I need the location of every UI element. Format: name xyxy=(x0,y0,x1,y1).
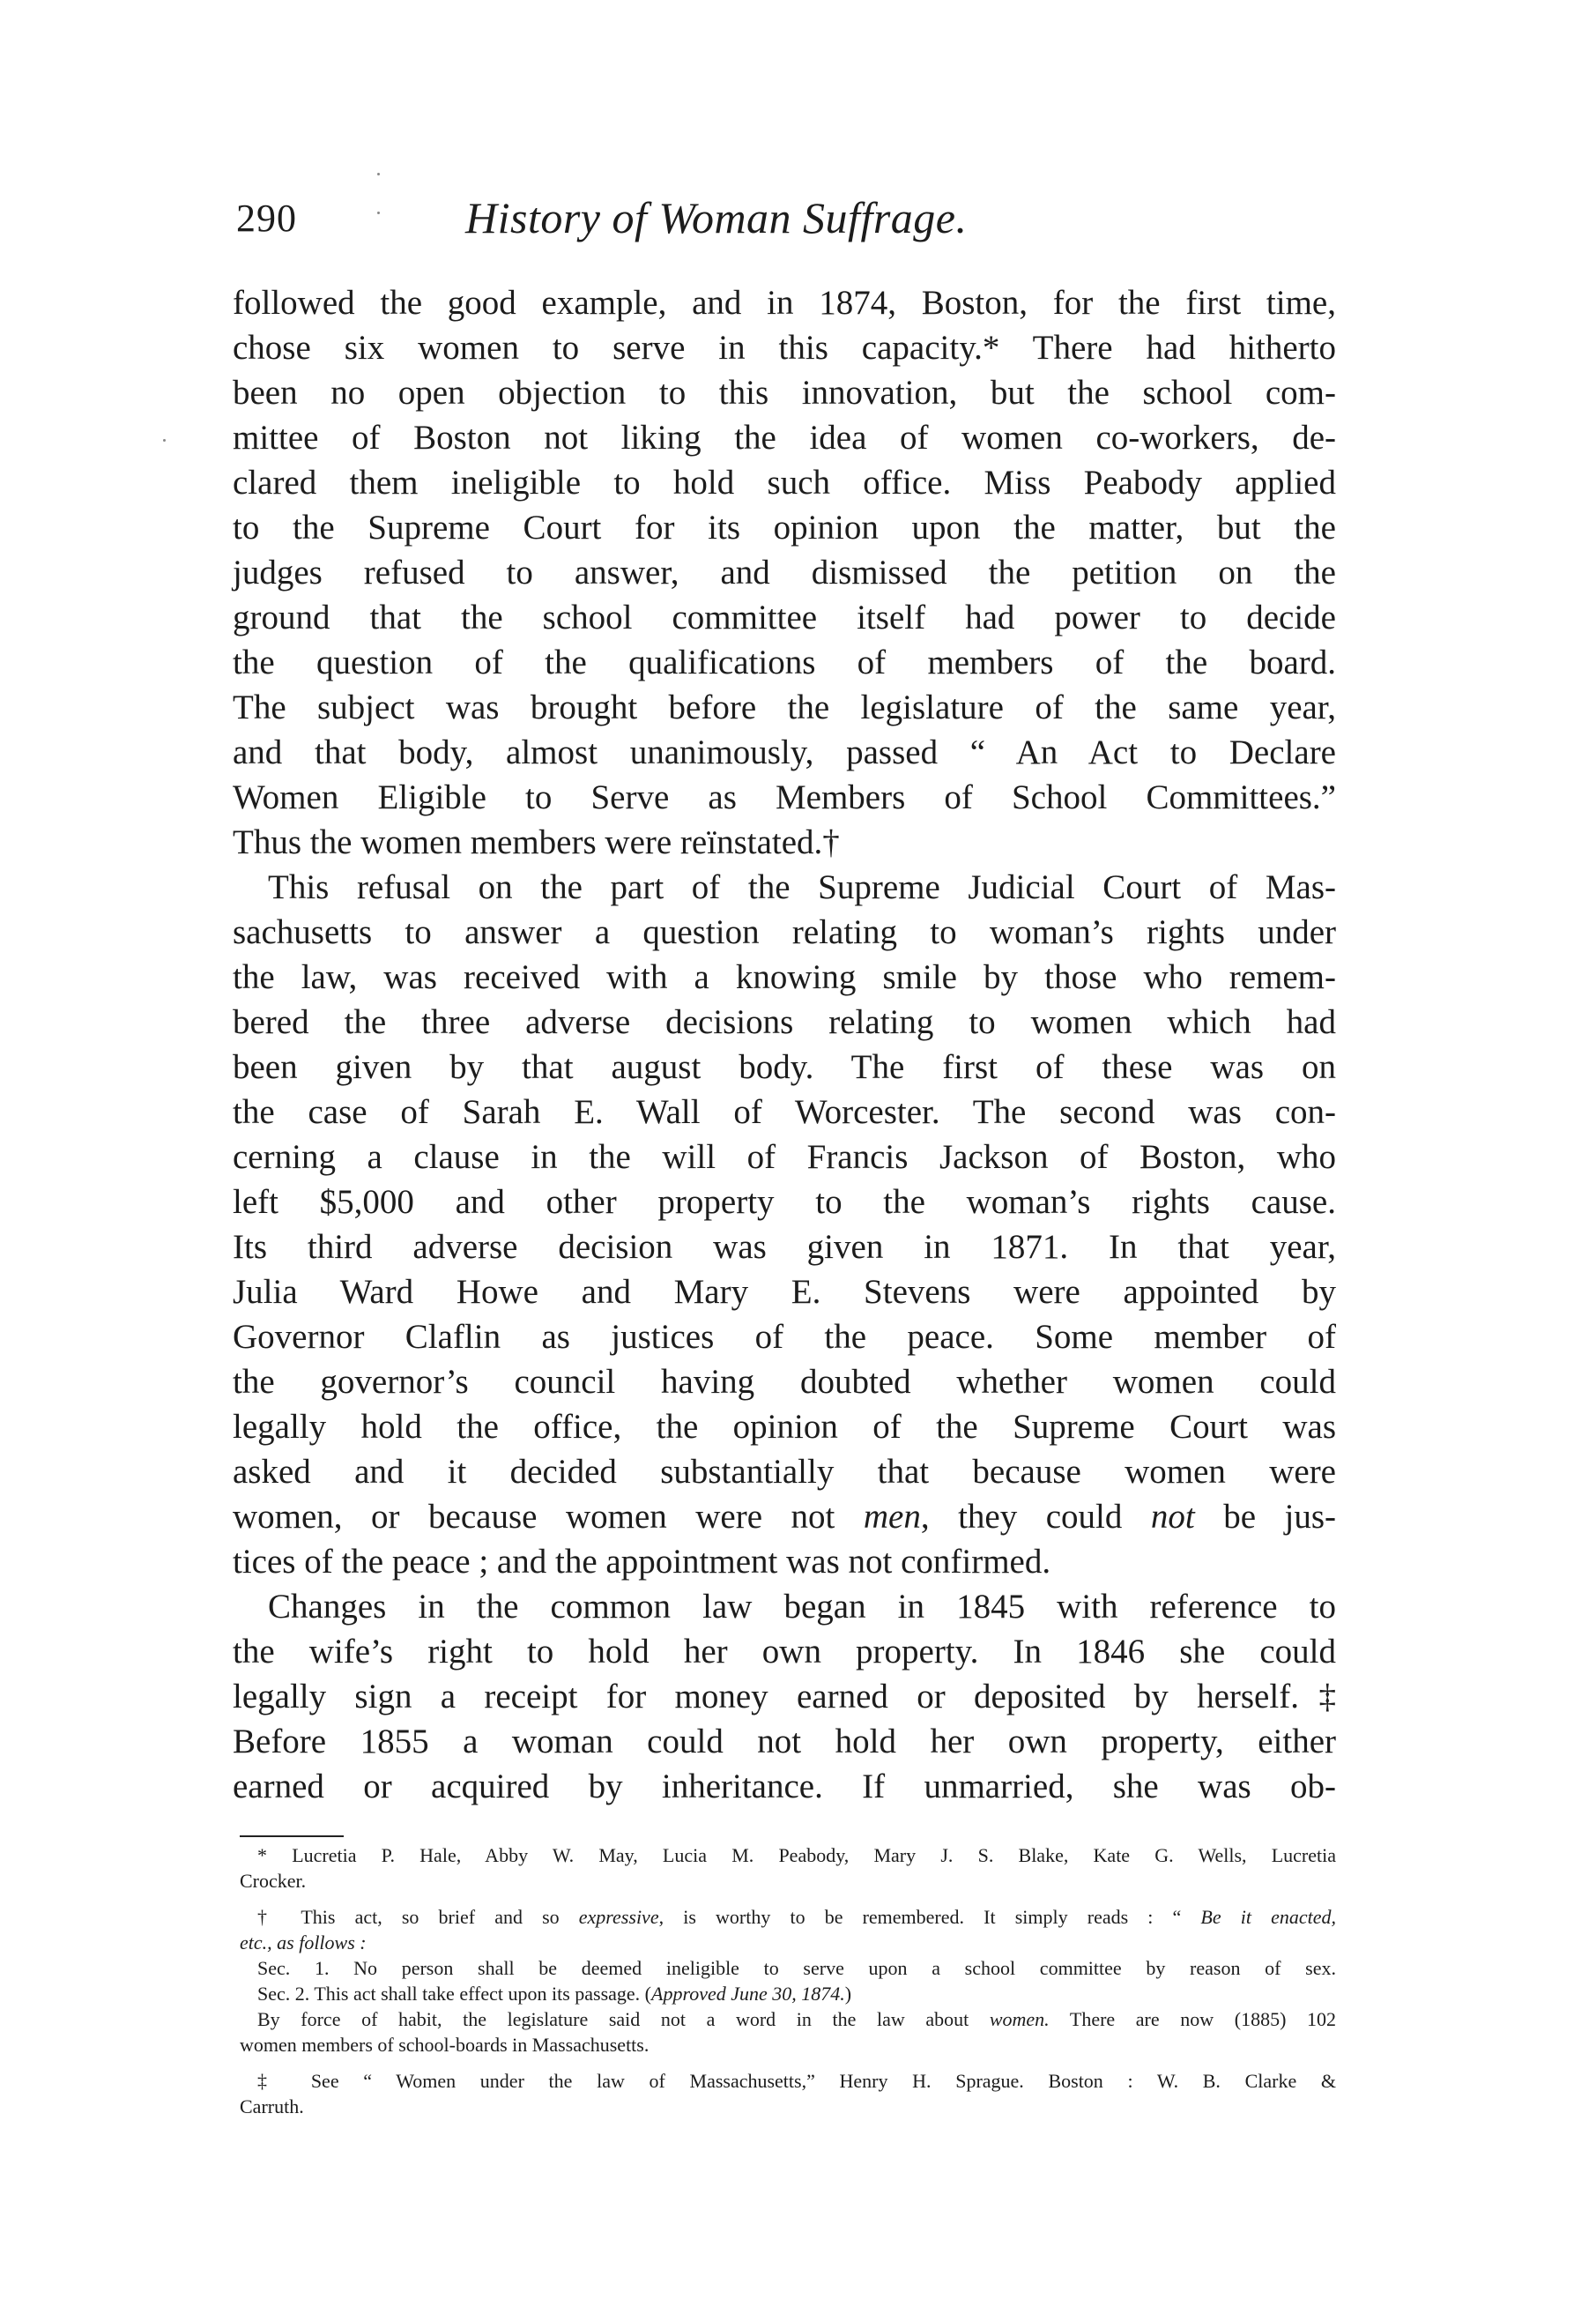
italic-word: men xyxy=(863,1498,921,1536)
italic-word: Approved June 30, 1874. xyxy=(651,1983,845,2005)
footnote-line: ‡ See “ Women under the law of Massachusetts,” Henry H. Sprague. Boston : W. B. Clarke & xyxy=(257,2070,1336,2092)
text-run: ) xyxy=(844,1983,852,2005)
text-run: † This act, so brief and so xyxy=(257,1906,579,1928)
text-line: clared them ineligible to hold such office. Miss Peabody applied xyxy=(233,464,1336,502)
footnotes xyxy=(240,1842,1336,2119)
text-run: Sec. 2. This act shall take effect upon its passage. ( xyxy=(257,1983,652,2005)
text-line: The subject was brought before the legislature of the same year, xyxy=(233,688,1336,726)
text-line: earned or acquired by inheritance. If unmarried, she was ob- xyxy=(233,1767,1336,1805)
text-line: legally hold the office, the opinion of the Supreme Court was xyxy=(233,1408,1336,1446)
text-line: Governor Claflin as justices of the peace. Some member of xyxy=(233,1318,1336,1356)
paper-speck xyxy=(163,439,166,442)
italic-word: women. xyxy=(989,2008,1050,2030)
italic-word: expressive xyxy=(578,1906,659,1928)
paragraph-start-line: This refusal on the part of the Supreme Judicial Court of Mas- xyxy=(268,868,1336,906)
footnote-line: * Lucretia P. Hale, Abby W. May, Lucia M. Peabody, Mary J. S. Blake, Kate G. Wells, Lucretia xyxy=(257,1844,1336,1866)
footnote-line: Carruth. xyxy=(240,2095,304,2117)
footnote-line xyxy=(240,1904,1336,1930)
footnote-line xyxy=(240,2006,1336,2032)
paragraph-start-line: Changes in the common law began in 1845 with reference to xyxy=(268,1588,1336,1626)
text-line: Before 1855 a woman could not hold her own property, either xyxy=(233,1723,1336,1760)
text-line: Women Eligible to Serve as Members of School Committees.” xyxy=(233,778,1336,816)
body-text xyxy=(233,280,1336,1809)
text-line: the question of the qualifications of members of the board. xyxy=(233,644,1336,681)
text-line: asked and it decided substantially that because women were xyxy=(233,1453,1336,1491)
text-line: the governor’s council having doubted whether women could xyxy=(233,1363,1336,1401)
footnote-line: Sec. 1. No person shall be deemed ineligible to serve upon a school committee by reason of sex. xyxy=(257,1957,1336,1979)
text-line: Thus the women members were reïnstated.† xyxy=(233,823,840,861)
text-run: , they could xyxy=(920,1498,1151,1536)
text-line: followed the good example, and in 1874, Boston, for the first time, xyxy=(233,284,1336,322)
text-run: women, or because women were not xyxy=(233,1498,864,1536)
text-line: mittee of Boston not liking the idea of women co-workers, de- xyxy=(233,419,1336,457)
text-line: chose six women to serve in this capacity.* There had hitherto xyxy=(233,329,1336,367)
text-line: sachusetts to answer a question relating to woman’s rights under xyxy=(233,913,1336,951)
text-run: , is worthy to be remembered. It simply reads : “ xyxy=(658,1906,1201,1928)
italic-word: Be it enacted, xyxy=(1200,1906,1336,1928)
italic-word: not xyxy=(1150,1498,1195,1536)
text-line: left $5,000 and other property to the woman’s rights cause. xyxy=(233,1183,1336,1221)
text-line: the law, was received with a knowing smile by those who remem- xyxy=(233,958,1336,996)
text-line: and that body, almost unanimously, passed “ An Act to Declare xyxy=(233,733,1336,771)
text-line-with-italics xyxy=(233,1494,1336,1539)
text-line: the wife’s right to hold her own property. In 1846 she could xyxy=(233,1633,1336,1671)
text-line: the case of Sarah E. Wall of Worcester. The second was con- xyxy=(233,1093,1336,1131)
text-line: tices of the peace ; and the appointment was not confirmed. xyxy=(233,1543,1051,1581)
footnote-line: Crocker. xyxy=(240,1870,307,1892)
text-line: ground that the school committee itself had power to decide xyxy=(233,599,1336,636)
text-run: By force of habit, the legislature said not a word in the law about xyxy=(257,2008,990,2030)
text-line: judges refused to answer, and dismissed the petition on the xyxy=(233,554,1336,592)
text-line: been given by that august body. The first of these was on xyxy=(233,1048,1336,1086)
text-line: Julia Ward Howe and Mary E. Stevens were appointed by xyxy=(233,1273,1336,1311)
text-run: be jus- xyxy=(1194,1498,1336,1536)
text-line: legally sign a receipt for money earned or deposited by herself.‡ xyxy=(233,1678,1336,1715)
footnote-line: women members of school-boards in Massachusetts. xyxy=(240,2034,650,2056)
text-line: Its third adverse decision was given in 1871. In that year, xyxy=(233,1228,1336,1266)
text-line: been no open objection to this innovation, but the school com- xyxy=(233,374,1336,412)
text-run: There are now (1885) 102 xyxy=(1049,2008,1336,2030)
footnote-line xyxy=(240,1930,1336,1955)
text-line: to the Supreme Court for its opinion upon the matter, but the xyxy=(233,509,1336,547)
running-head xyxy=(236,193,1338,257)
italic-word: etc., as follows : xyxy=(240,1931,367,1954)
text-line: cerning a clause in the will of Francis Jackson of Boston, who xyxy=(233,1138,1336,1176)
page-number: 290 xyxy=(236,197,297,240)
paper-speck xyxy=(377,173,380,175)
footnote-line xyxy=(240,1981,1336,2006)
running-title: History of Woman Suffrage. xyxy=(465,193,968,242)
footnote-rule xyxy=(240,1835,344,1837)
text-line: bered the three adverse decisions relating to women which had xyxy=(233,1003,1336,1041)
